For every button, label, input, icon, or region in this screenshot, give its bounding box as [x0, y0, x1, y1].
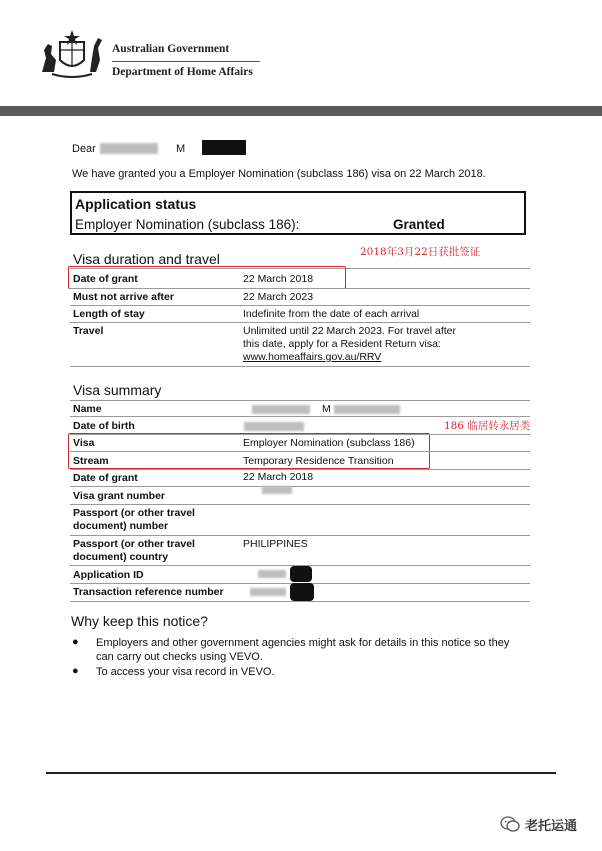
- label-visa-grant-number: Visa grant number: [73, 490, 165, 502]
- notice-bullet-1-line2: can carry out checks using VEVO.: [96, 651, 263, 663]
- label-stream: Stream: [73, 455, 109, 467]
- name-initial: M: [176, 143, 186, 155]
- value-visa: Employer Nomination (subclass 186): [243, 437, 415, 449]
- value-passport-country: PHILIPPINES: [243, 538, 308, 550]
- notice-bullet-1-line1: Employers and other government agencies might ask for details in this notice so they: [96, 637, 510, 649]
- redacted-name: [252, 405, 310, 414]
- value-travel-line2: this date, apply for a Resident Return visa:: [243, 338, 441, 350]
- label-summary-date-of-grant: Date of grant: [73, 472, 138, 484]
- header-divider: [112, 61, 260, 62]
- label-passport-country-line2: document) country: [73, 551, 169, 563]
- row-divider: [70, 469, 530, 470]
- label-name: Name: [73, 403, 102, 415]
- row-divider: [70, 535, 530, 536]
- row-divider: [70, 434, 530, 435]
- coat-of-arms-logo: [36, 28, 108, 80]
- value-must-not-arrive: 22 March 2023: [243, 291, 314, 303]
- row-divider: [70, 486, 530, 487]
- redacted-first-name: [100, 143, 158, 154]
- header-bar: [0, 106, 602, 116]
- bullet-dot: ●: [72, 665, 79, 677]
- redacted-application-id: [258, 570, 286, 578]
- redacted-name-2: [334, 405, 400, 414]
- label-must-not-arrive: Must not arrive after: [73, 291, 174, 303]
- status-heading: Application status: [75, 196, 197, 212]
- wechat-icon: [500, 815, 520, 833]
- label-length-of-stay: Length of stay: [73, 308, 145, 320]
- label-visa: Visa: [73, 437, 95, 449]
- value-length-of-stay: Indefinite from the date of each arrival: [243, 308, 420, 320]
- notice-bullet-2: To access your visa record in VEVO.: [96, 666, 275, 678]
- watermark-text: 老托运通: [525, 819, 578, 834]
- label-application-id: Application ID: [73, 569, 144, 581]
- redacted-date-of-birth: [244, 422, 304, 431]
- visa-type-annotation: 186 临居转永居类: [444, 420, 531, 432]
- date-of-grant-highlight: [68, 266, 346, 289]
- footer-line: [46, 772, 556, 774]
- row-divider: [70, 400, 530, 401]
- government-name: Australian Government: [112, 43, 230, 55]
- redacted-transaction-ref-block: [290, 583, 314, 601]
- redacted-grant-number: [262, 486, 292, 494]
- row-divider: [70, 366, 530, 367]
- value-summary-date-of-grant: 22 March 2018: [243, 471, 314, 483]
- notice-heading: Why keep this notice?: [71, 613, 208, 629]
- status-visa: Employer Nomination (subclass 186):: [75, 217, 300, 232]
- value-stream: Temporary Residence Transition: [243, 455, 394, 467]
- label-passport-country: Passport (or other travel: [73, 538, 195, 550]
- row-divider: [70, 504, 530, 505]
- label-date-of-birth: Date of birth: [73, 420, 135, 432]
- summary-name-initial: M: [322, 403, 331, 415]
- summary-heading: Visa summary: [73, 382, 162, 398]
- row-divider: [70, 322, 530, 323]
- duration-heading: Visa duration and travel: [73, 251, 220, 267]
- row-divider: [70, 305, 530, 306]
- grant-date-annotation: 2018年3月22日获批签证: [360, 246, 481, 258]
- label-travel: Travel: [73, 325, 104, 337]
- row-divider: [70, 451, 530, 452]
- row-divider: [70, 288, 530, 289]
- label-passport-number: Passport (or other travel: [73, 507, 195, 519]
- bullet-dot: ●: [72, 636, 79, 648]
- row-divider: [70, 601, 530, 602]
- value-travel-line1: Unlimited until 22 March 2023. For travel after: [243, 325, 457, 337]
- redacted-surname: [202, 140, 246, 155]
- label-date-of-grant: Date of grant: [73, 273, 138, 285]
- rrv-link[interactable]: www.homeaffairs.gov.au/RRV: [243, 351, 382, 363]
- redacted-transaction-ref: [250, 588, 286, 596]
- redacted-application-id-block: [290, 566, 312, 582]
- label-transaction-reference: Transaction reference number: [73, 586, 224, 598]
- value-date-of-grant: 22 March 2018: [243, 273, 314, 285]
- department-name: Department of Home Affairs: [112, 66, 253, 78]
- grant-intro: We have granted you a Employer Nomination (subclass 186) visa on 22 March 2018.: [72, 168, 486, 180]
- salutation: Dear: [72, 143, 96, 155]
- status-result: Granted: [393, 217, 445, 232]
- label-passport-number-line2: document) number: [73, 520, 169, 532]
- row-divider: [70, 416, 530, 417]
